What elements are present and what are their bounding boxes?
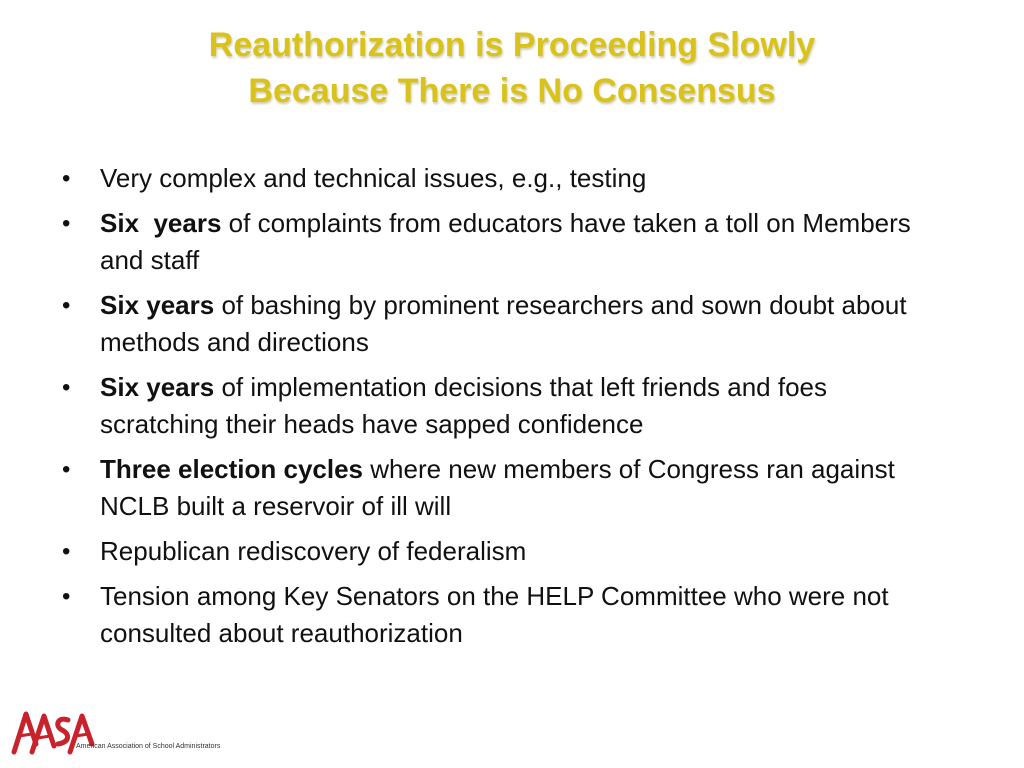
bullet-bold-text: Three election cycles [100, 454, 364, 484]
bullet-icon: • [62, 456, 71, 483]
bullet-text: of bashing by prominent researchers and sown doubt about methods and directions [100, 290, 907, 357]
bullet-icon: • [62, 210, 71, 237]
bullet-icon: • [62, 292, 71, 319]
bullet-bold-text: Six years [100, 208, 222, 238]
bullet-icon: • [62, 165, 71, 192]
bullet-bold-text: Six years [100, 372, 215, 402]
bullet-text: of complaints from educators have taken a toll on Members and staff [100, 208, 911, 275]
title-line-2: Because There is No Consensus [248, 72, 776, 110]
bullet-item [60, 160, 940, 197]
aasa-logo [10, 708, 225, 760]
bullet-text: where new members of Congress ran against NCLB built a reservoir of ill will [100, 454, 895, 521]
title-line-1: Reauthorization is Proceeding Slowly [208, 26, 816, 64]
bullet-icon: • [62, 374, 71, 401]
bullet-icon: • [62, 583, 71, 610]
bullet-bold-text: Six years [100, 290, 215, 320]
bullet-text: Republican rediscovery of federalism [100, 536, 527, 566]
bullet-item [60, 533, 940, 570]
bullet-text: Tension among Key Senators on the HELP Committee who were not consulted about reauthorization [100, 581, 889, 648]
bullet-list [60, 160, 940, 660]
bullet-icon: • [62, 538, 71, 565]
slide-title [0, 22, 1024, 114]
logo-caption: American Association of School Administrators [76, 743, 221, 750]
bullet-item [60, 578, 940, 652]
bullet-text: Very complex and technical issues, e.g., testing [100, 163, 647, 193]
bullet-item [60, 369, 940, 443]
bullet-item [60, 205, 940, 279]
bullet-item [60, 287, 940, 361]
bullet-item [60, 451, 940, 525]
bullet-text: of implementation decisions that left friends and foes scratching their heads have sapped confidence [100, 372, 828, 439]
